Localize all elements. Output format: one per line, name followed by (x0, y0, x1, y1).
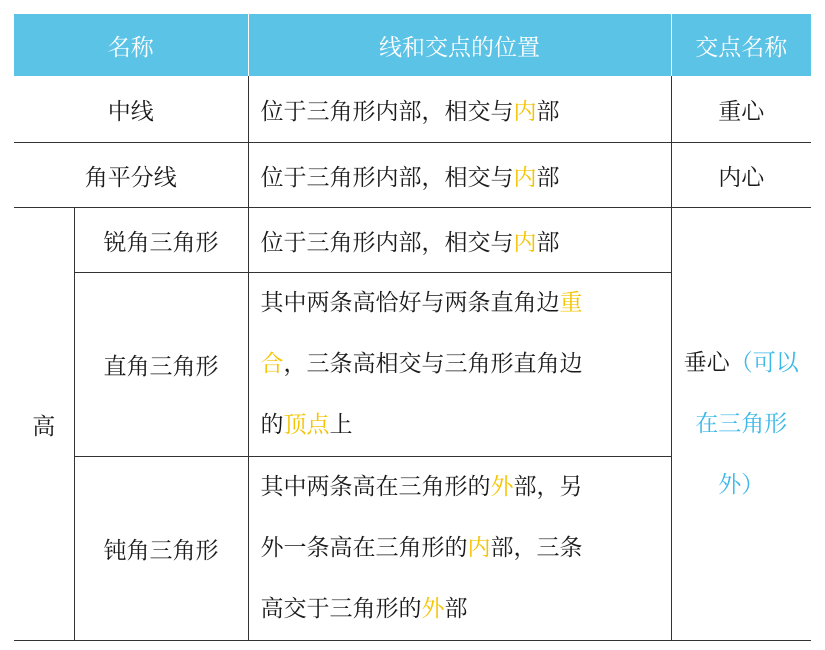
orthocenter-label: 垂心 (683, 349, 730, 376)
cell-acute-name: 锐角三角形 (74, 208, 248, 273)
text: 部 (444, 596, 468, 622)
text: 位于三角形内部，相交与 (260, 98, 514, 125)
highlight-text: 内 (467, 535, 491, 561)
text: 位于三角形内部，相交与 (260, 164, 514, 191)
highlight-text: 外 (490, 474, 514, 500)
orthocenter-line2: 在三角形 (695, 410, 788, 437)
cell-obtuse-position (248, 457, 671, 641)
orthocenter-line3: 外） (718, 471, 765, 498)
header-point-name: 交点名称 (671, 14, 811, 76)
table-row-altitude-acute (14, 208, 811, 273)
orthocenter-line1 (672, 333, 812, 394)
cell-bisector-name: 角平分线 (14, 143, 248, 208)
text: 部 (536, 98, 560, 125)
text: 部 (536, 229, 560, 256)
text: 部 (536, 164, 560, 191)
cell-obtuse-name: 钝角三角形 (74, 457, 248, 641)
text-line (261, 518, 665, 579)
cell-bisector-position (248, 143, 671, 208)
text: 部，三条 (490, 535, 583, 561)
text-line (261, 457, 665, 518)
cell-altitude-label: 高 (14, 208, 74, 641)
highlight-text: 合 (260, 351, 284, 377)
highlight-text: 外 (421, 596, 445, 622)
triangle-lines-table (14, 14, 811, 641)
highlight-text: 内 (513, 164, 537, 191)
text: 上 (329, 412, 353, 438)
cell-altitude-point (671, 208, 811, 641)
cell-median-name: 中线 (14, 76, 248, 143)
header-name: 名称 (14, 14, 248, 76)
header-position: 线和交点的位置 (248, 14, 671, 76)
cell-bisector-point: 内心 (671, 143, 811, 208)
highlight-text: 重 (559, 290, 583, 316)
highlight-text: 内 (513, 229, 537, 256)
text: 外一条高在三角形的 (260, 535, 468, 561)
text: 部，另 (513, 474, 583, 500)
cell-right-name: 直角三角形 (74, 273, 248, 457)
cell-median-point: 重心 (671, 76, 811, 143)
text: 其中两条高在三角形的 (260, 474, 491, 500)
cell-acute-position (248, 208, 671, 273)
text-line (261, 273, 665, 334)
table-row-bisector (14, 143, 811, 208)
highlight-text: 顶点 (283, 412, 330, 438)
text: 的 (260, 412, 284, 438)
text: 其中两条高恰好与两条直角边 (260, 290, 560, 316)
header-row (14, 14, 811, 76)
text: ，三条高相交与三角形直角边 (283, 351, 583, 377)
text: 位于三角形内部，相交与 (260, 229, 514, 256)
highlight-text: 内 (513, 98, 537, 125)
cell-median-position (248, 76, 671, 143)
text-line (261, 334, 665, 395)
text-line (261, 395, 665, 456)
orthocenter-note: （可以 (729, 349, 799, 376)
text: 高交于三角形的 (260, 596, 422, 622)
text-line (261, 579, 665, 640)
table-row-median (14, 76, 811, 143)
cell-right-position (248, 273, 671, 457)
